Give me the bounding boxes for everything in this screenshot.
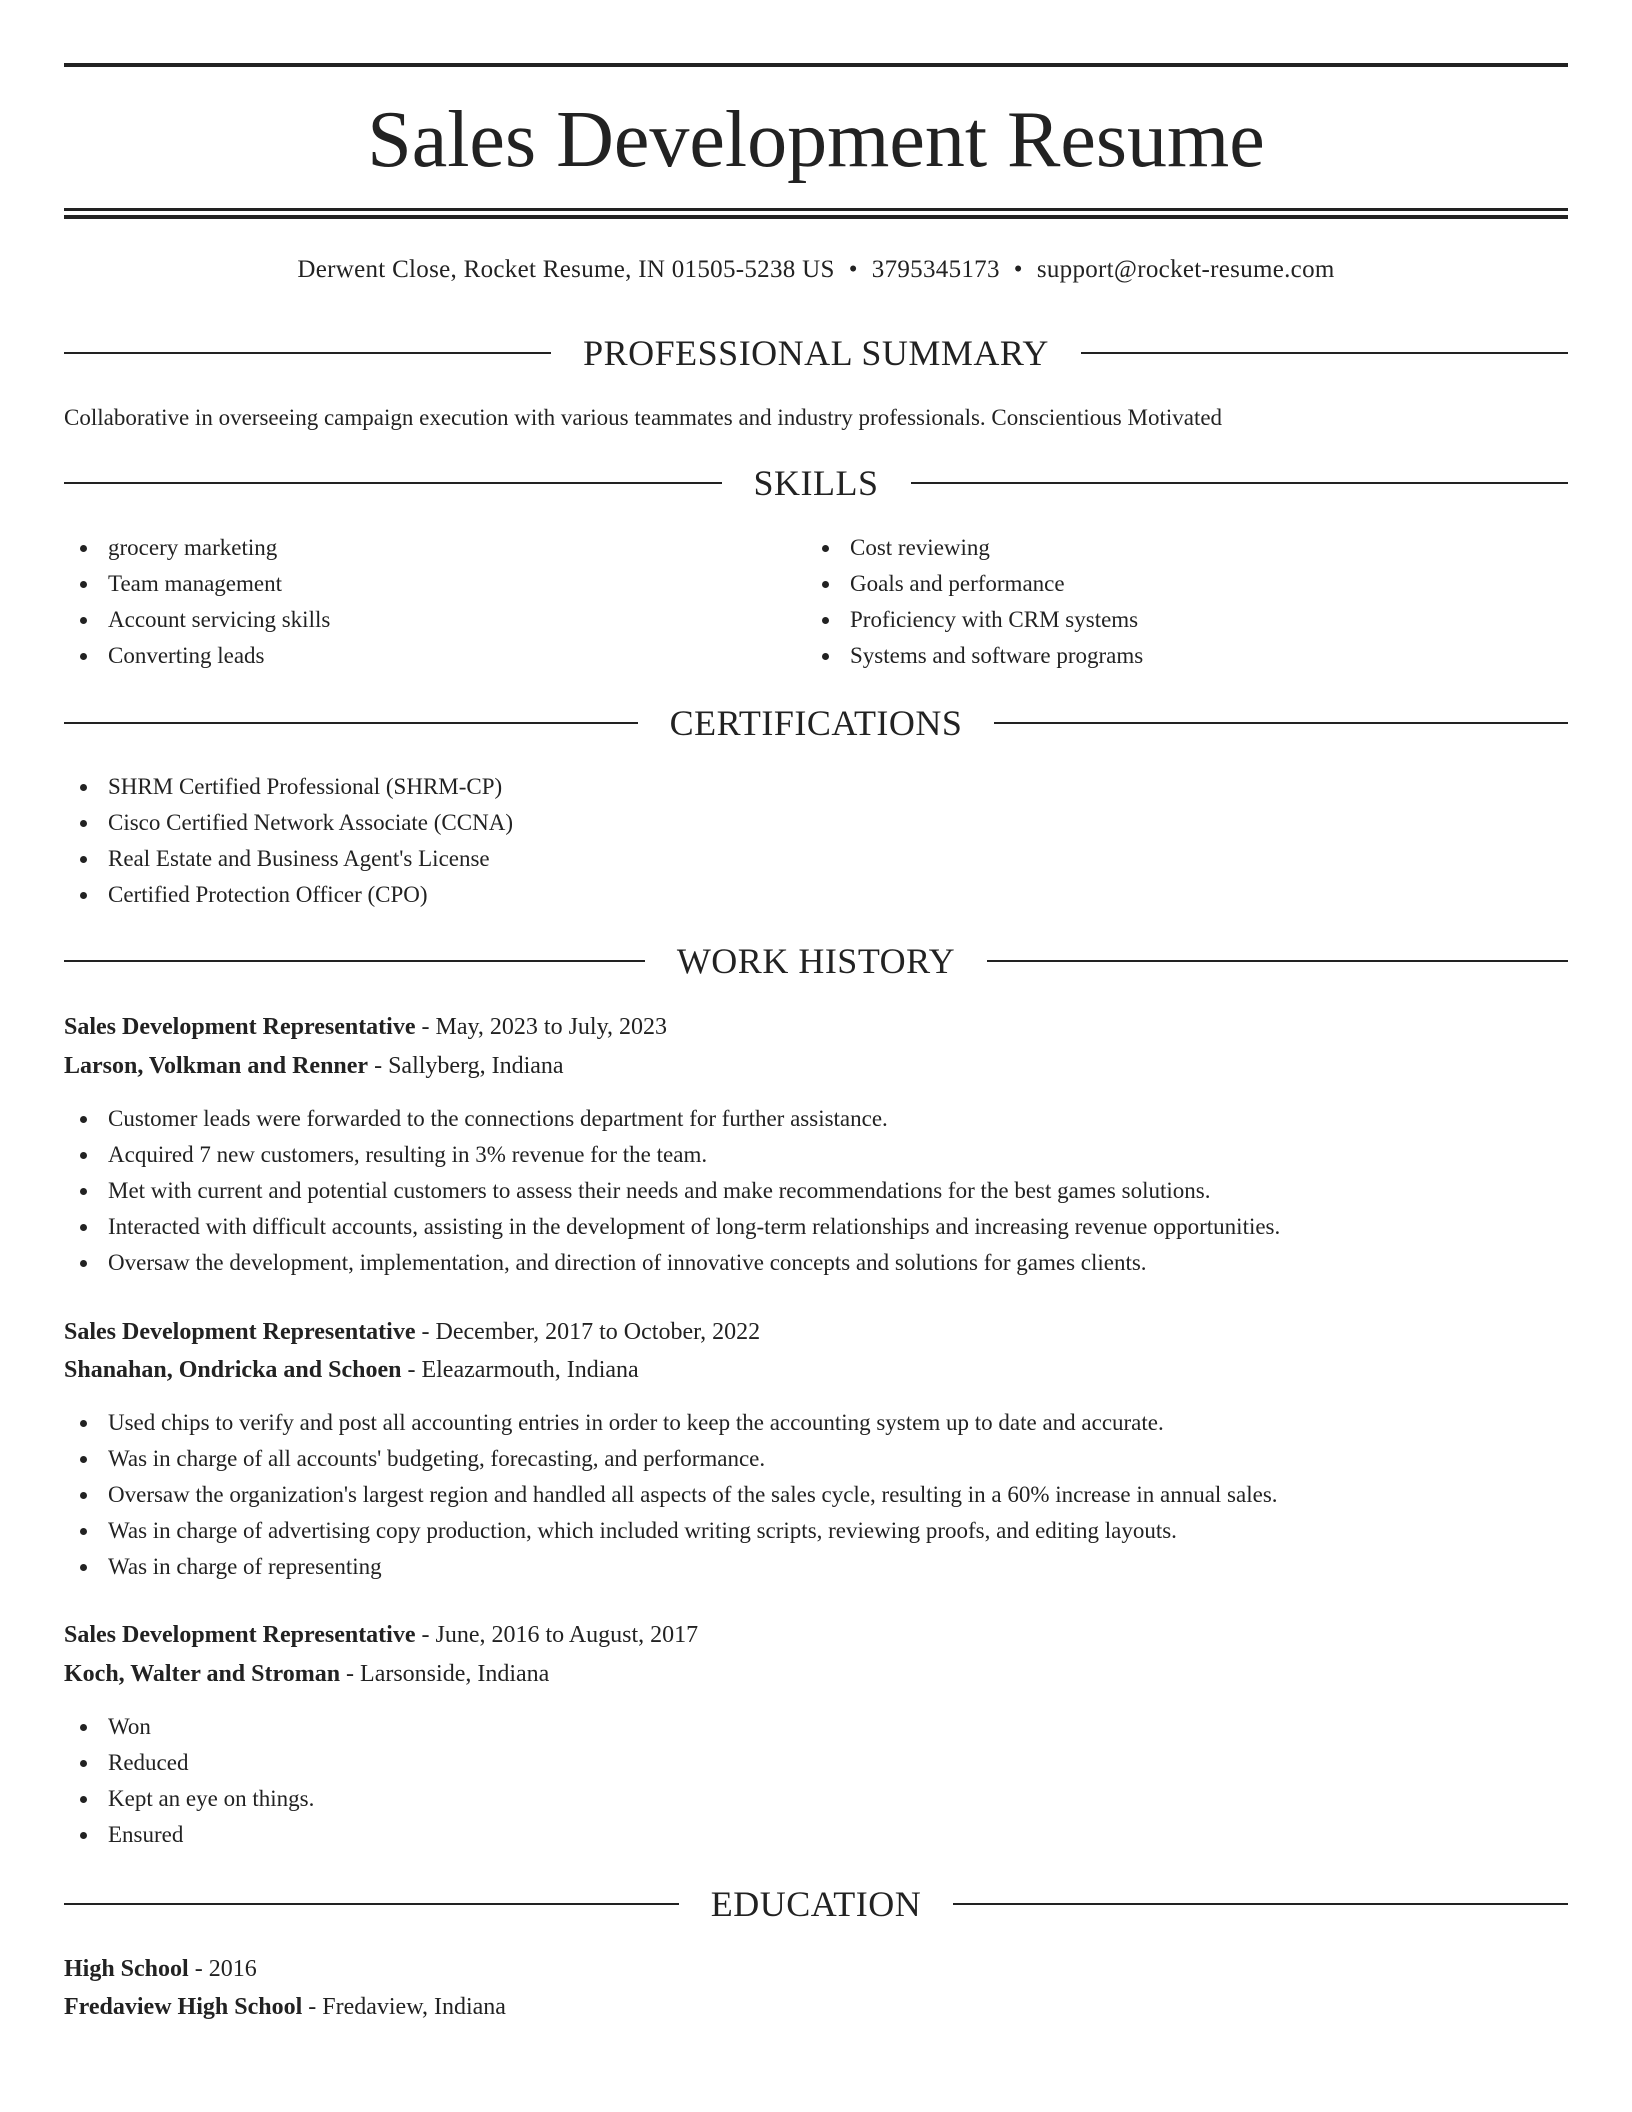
top-rule xyxy=(64,63,1568,67)
job-title-line xyxy=(64,1617,698,1653)
job-location: - Larsonside, Indiana xyxy=(340,1661,550,1687)
job-bullet: Won xyxy=(64,1709,314,1745)
heading-rule xyxy=(1081,352,1568,354)
job-bullet: Kept an eye on things. xyxy=(64,1781,314,1817)
contact-email[interactable]: support@rocket-resume.com xyxy=(1036,256,1335,283)
job-title: Sales Development Representative xyxy=(64,1319,416,1345)
job-bullet: Oversaw the organization's largest region and handled all aspects of the sales cycle, resulting in a 60% increase in annual sales. xyxy=(64,1477,1278,1513)
job-company-line xyxy=(64,1656,549,1692)
heading-rule xyxy=(987,960,1568,962)
contact-separator: • xyxy=(1013,256,1023,283)
education-school-line xyxy=(64,1989,506,2025)
certification-item: Certified Protection Officer (CPO) xyxy=(64,877,513,913)
section-heading-skills xyxy=(64,463,1568,503)
education-school: Fredaview High School xyxy=(64,1994,303,2020)
education-degree-line xyxy=(64,1951,257,1987)
section-title: WORK HISTORY xyxy=(676,941,956,981)
job-bullet: Acquired 7 new customers, resulting in 3% revenue for the team. xyxy=(64,1137,1280,1173)
certification-item: Real Estate and Business Agent's License xyxy=(64,841,513,877)
job-bullet: Was in charge of all accounts' budgeting, forecasting, and performance. xyxy=(64,1441,1278,1477)
section-title: SKILLS xyxy=(753,463,879,503)
job-bullet: Customer leads were forwarded to the connections department for further assistance. xyxy=(64,1101,1280,1137)
education-location: - Fredaview, Indiana xyxy=(302,1994,506,2020)
job-company-line xyxy=(64,1352,639,1388)
title-rule-upper xyxy=(64,208,1568,211)
skill-item: Systems and software programs xyxy=(806,638,1143,674)
contact-phone: 3795345173 xyxy=(871,256,1000,283)
job-bullets xyxy=(64,1405,1278,1585)
certification-item: Cisco Certified Network Associate (CCNA) xyxy=(64,805,513,841)
job-title-line xyxy=(64,1314,760,1350)
job-bullet: Oversaw the development, implementation, and direction of innovative concepts and solutions for games clients. xyxy=(64,1245,1280,1281)
job-bullet: Ensured xyxy=(64,1817,314,1853)
job-bullets xyxy=(64,1101,1280,1281)
job-dates: - June, 2016 to August, 2017 xyxy=(415,1622,699,1648)
section-heading-work-history xyxy=(64,941,1568,981)
heading-rule xyxy=(64,352,551,354)
title-rule-lower xyxy=(64,215,1568,219)
job-bullet: Interacted with difficult accounts, assisting in the development of long-term relationships and increasing revenue opportunities. xyxy=(64,1209,1280,1245)
job-title-line xyxy=(64,1009,667,1045)
certifications-list xyxy=(64,769,513,913)
section-title: EDUCATION xyxy=(710,1884,922,1924)
skill-item: Goals and performance xyxy=(806,566,1143,602)
job-location: - Eleazarmouth, Indiana xyxy=(401,1357,639,1383)
job-dates: - May, 2023 to July, 2023 xyxy=(415,1014,668,1040)
education-year: - 2016 xyxy=(188,1956,257,1982)
job-title: Sales Development Representative xyxy=(64,1014,416,1040)
job-bullet: Was in charge of advertising copy production, which included writing scripts, reviewing proofs, and editing layouts. xyxy=(64,1513,1278,1549)
job-title: Sales Development Representative xyxy=(64,1622,416,1648)
contact-line xyxy=(64,254,1568,286)
skill-item: Cost reviewing xyxy=(806,530,1143,566)
job-bullet: Was in charge of representing xyxy=(64,1549,1278,1585)
job-bullet: Met with current and potential customers to assess their needs and make recommendations for the best games solutions. xyxy=(64,1173,1280,1209)
heading-rule xyxy=(994,722,1568,724)
skill-item: Account servicing skills xyxy=(64,602,330,638)
heading-rule xyxy=(64,482,722,484)
resume-title: Sales Development Resume xyxy=(367,96,1265,184)
skills-list-right xyxy=(806,530,1143,674)
job-company: Larson, Volkman and Renner xyxy=(64,1053,369,1079)
job-location: - Sallyberg, Indiana xyxy=(368,1053,564,1079)
skill-item: grocery marketing xyxy=(64,530,330,566)
heading-rule xyxy=(911,482,1569,484)
job-company: Shanahan, Ondricka and Schoen xyxy=(64,1357,402,1383)
job-dates: - December, 2017 to October, 2022 xyxy=(415,1319,761,1345)
section-heading-education xyxy=(64,1884,1568,1924)
section-heading-summary xyxy=(64,333,1568,373)
section-heading-certifications xyxy=(64,703,1568,743)
job-bullet: Reduced xyxy=(64,1745,314,1781)
contact-separator: • xyxy=(848,256,858,283)
heading-rule xyxy=(64,960,645,962)
section-title: CERTIFICATIONS xyxy=(669,703,963,743)
skill-item: Team management xyxy=(64,566,330,602)
certification-item: SHRM Certified Professional (SHRM-CP) xyxy=(64,769,513,805)
section-title: PROFESSIONAL SUMMARY xyxy=(583,333,1049,373)
heading-rule xyxy=(64,1903,679,1905)
job-bullets xyxy=(64,1709,314,1853)
heading-rule xyxy=(953,1903,1568,1905)
job-company: Koch, Walter and Stroman xyxy=(64,1661,341,1687)
education-degree: High School xyxy=(64,1956,189,1982)
job-bullet: Used chips to verify and post all accounting entries in order to keep the accounting system up to date and accurate. xyxy=(64,1405,1278,1441)
skill-item: Converting leads xyxy=(64,638,330,674)
contact-address: Derwent Close, Rocket Resume, IN 01505-5238 US xyxy=(297,256,835,283)
summary-text: Collaborative in overseeing campaign execution with various teammates and industry professionals. Conscientious Motivated xyxy=(64,405,1223,430)
skill-item: Proficiency with CRM systems xyxy=(806,602,1143,638)
skills-list-left xyxy=(64,530,330,674)
job-company-line xyxy=(64,1048,564,1084)
heading-rule xyxy=(64,722,638,724)
